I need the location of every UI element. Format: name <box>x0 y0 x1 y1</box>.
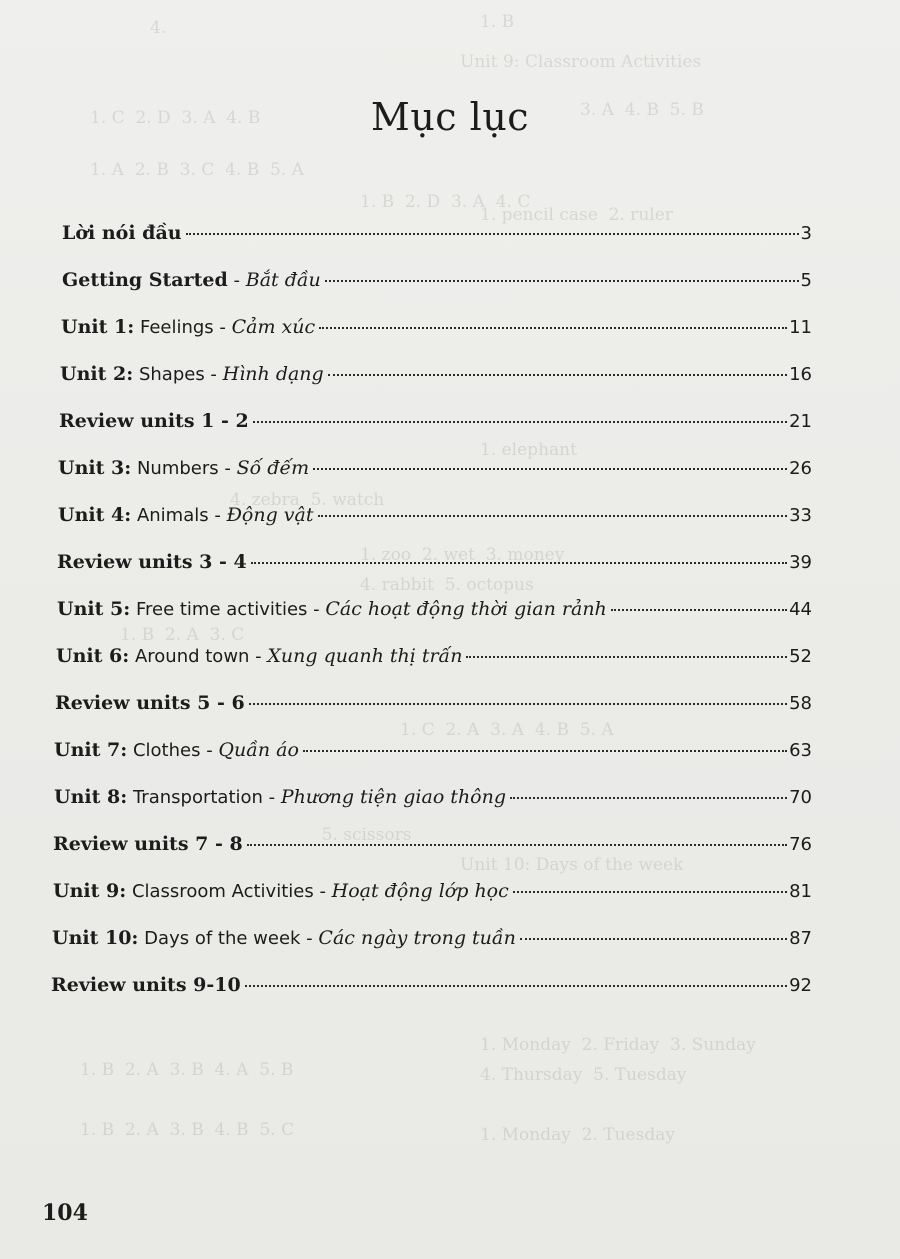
page-number: 104 <box>42 1200 88 1226</box>
toc-entry-vietnamese-title: Các ngày trong tuần <box>318 927 516 949</box>
toc-dot-leader <box>513 891 787 893</box>
toc-entry-page-number: 5 <box>800 270 812 291</box>
toc-entry-heading: Unit 8: <box>54 786 128 808</box>
toc-entry-page-number: 3 <box>800 223 812 244</box>
toc-entry-english-title: Free time activities <box>130 599 308 620</box>
toc-entry[interactable] <box>57 594 812 624</box>
toc-entry[interactable] <box>53 876 812 906</box>
toc-entry[interactable] <box>62 218 812 248</box>
toc-entry-label <box>58 453 309 484</box>
toc-entry[interactable] <box>53 829 812 859</box>
toc-entry-english-title: Days of the week <box>138 928 301 949</box>
toc-entry-vietnamese-title: Hình dạng <box>222 363 324 385</box>
bleed-through-texture: 4. 1. B Unit 9: Classroom Activities 1. C 2. D 3. A 4. B 3. A 4. B 5. B 1. A 2. B 3. C 4. B 5. A 1. B 2. D 3. A 4. C 1. pencil case 2. ruler 1. elephant 4. zebra 5. watch 1. zoo 2. wet 3. money 4. rabbit 5. octopus 1. B 2. A 3. C 1. C 2. A 3. A 4. B 5. A 5. scissors Unit 10: Days of the week 1. B 2. A 3. B 4. A 5. B 1. Monday 2. Friday 3. Sunday 4. Thursday 5. Tuesday 1. B 2. A 3. B 4. B 5. C 1. Monday 2. Tuesday <box>80 12 756 1145</box>
toc-entry[interactable] <box>54 782 812 812</box>
toc-entry-heading: Review units 5 - 6 <box>55 692 245 714</box>
toc-entry[interactable] <box>58 453 812 483</box>
toc-dot-leader <box>303 750 787 752</box>
toc-entry-page-number: 11 <box>789 317 812 338</box>
toc-entry-separator: - <box>313 881 332 902</box>
toc-entry-label <box>58 500 314 531</box>
toc-entry-label <box>56 641 462 672</box>
toc-dot-leader <box>325 280 799 282</box>
toc-entry-page-number: 52 <box>789 646 812 667</box>
toc-dot-leader <box>313 468 787 470</box>
toc-dot-leader <box>186 233 799 235</box>
toc-entry-page-number: 76 <box>789 834 812 855</box>
toc-entry-vietnamese-title: Số đếm <box>236 457 310 479</box>
toc-entry-page-number: 63 <box>789 740 812 761</box>
toc-entry-label <box>52 923 516 954</box>
toc-entry-label <box>54 735 299 766</box>
toc-entry-heading: Unit 10: <box>52 927 139 949</box>
toc-entry-label <box>57 547 247 577</box>
toc-dot-leader <box>319 327 787 329</box>
toc-entry-label <box>57 594 607 625</box>
toc-entry[interactable] <box>61 312 812 342</box>
toc-entry-heading: Unit 6: <box>56 645 130 667</box>
toc-entry-label <box>51 970 241 1000</box>
toc-entry-english-title: Feelings <box>134 317 214 338</box>
toc-entry-vietnamese-title: Bắt đầu <box>245 269 321 291</box>
toc-entry[interactable] <box>55 688 812 718</box>
toc-entry-page-number: 16 <box>789 364 812 385</box>
toc-dot-leader <box>328 374 787 376</box>
toc-entry-english-title: Numbers <box>131 458 219 479</box>
toc-entry-heading: Unit 2: <box>60 363 134 385</box>
toc-entry-page-number: 87 <box>789 928 812 949</box>
toc-entry-vietnamese-title: Hoạt động lớp học <box>331 880 509 902</box>
toc-entry-separator: - <box>227 270 246 291</box>
toc-entry-separator: - <box>262 787 281 808</box>
toc-dot-leader <box>520 938 787 940</box>
toc-entry-heading: Getting Started <box>62 269 228 291</box>
toc-entry-vietnamese-title: Động vật <box>226 504 314 526</box>
toc-dot-leader <box>245 985 787 987</box>
toc-entry-page-number: 39 <box>789 552 812 573</box>
toc-entry-page-number: 58 <box>789 693 812 714</box>
toc-entry[interactable] <box>60 359 812 389</box>
toc-dot-leader <box>249 703 787 705</box>
toc-entry-page-number: 92 <box>789 975 812 996</box>
toc-entry[interactable] <box>59 406 812 436</box>
toc-entry-english-title: Shapes <box>133 364 205 385</box>
toc-entry-separator: - <box>200 740 219 761</box>
toc-entry-page-number: 70 <box>789 787 812 808</box>
toc-entry-heading: Unit 5: <box>57 598 131 620</box>
toc-entry-vietnamese-title: Cảm xúc <box>231 316 316 338</box>
toc-dot-leader <box>510 797 787 799</box>
toc-entry-heading: Unit 4: <box>58 504 132 526</box>
toc-entry-label <box>53 876 509 907</box>
toc-entry-vietnamese-title: Phương tiện giao thông <box>280 786 507 808</box>
toc-entry-english-title: Animals <box>131 505 209 526</box>
toc-entry-english-title: Around town <box>129 646 250 667</box>
toc-dot-leader <box>611 609 787 611</box>
toc-entry[interactable] <box>56 641 812 671</box>
toc-dot-leader <box>247 844 787 846</box>
toc-entry[interactable] <box>54 735 812 765</box>
toc-entry-vietnamese-title: Quần áo <box>218 739 299 761</box>
table-of-contents <box>0 218 900 1018</box>
toc-entry-page-number: 21 <box>789 411 812 432</box>
toc-entry-heading: Lời nói đầu <box>62 222 182 244</box>
toc-entry-english-title: Transportation <box>127 787 263 808</box>
toc-entry[interactable] <box>52 923 812 953</box>
toc-entry-label <box>53 829 243 859</box>
toc-entry-vietnamese-title: Các hoạt động thời gian rảnh <box>325 598 607 620</box>
toc-entry-separator: - <box>204 364 223 385</box>
toc-entry-label <box>60 359 324 390</box>
toc-dot-leader <box>253 421 787 423</box>
toc-dot-leader <box>251 562 787 564</box>
toc-entry-page-number: 44 <box>789 599 812 620</box>
toc-entry-heading: Unit 7: <box>54 739 128 761</box>
page-title: Mục lục <box>370 95 530 139</box>
toc-entry-label <box>55 688 245 718</box>
toc-entry-english-title: Clothes <box>127 740 201 761</box>
toc-entry-heading: Unit 3: <box>58 457 132 479</box>
toc-entry-heading: Review units 1 - 2 <box>59 410 249 432</box>
toc-entry-heading: Unit 1: <box>61 316 135 338</box>
toc-entry-separator: - <box>249 646 268 667</box>
toc-entry-heading: Unit 9: <box>53 880 127 902</box>
toc-entry-label <box>61 312 315 343</box>
toc-entry-separator: - <box>208 505 227 526</box>
toc-entry[interactable] <box>57 547 812 577</box>
toc-entry-label <box>62 218 182 248</box>
toc-entry-separator: - <box>213 317 232 338</box>
toc-entry-heading: Review units 3 - 4 <box>57 551 247 573</box>
toc-entry[interactable] <box>58 500 812 530</box>
toc-entry-separator: - <box>300 928 319 949</box>
toc-entry-heading: Review units 9-10 <box>51 974 241 996</box>
toc-entry-label <box>62 265 321 296</box>
toc-entry-separator: - <box>307 599 326 620</box>
toc-dot-leader <box>466 656 787 658</box>
toc-entry-page-number: 26 <box>789 458 812 479</box>
toc-entry[interactable] <box>51 970 812 1000</box>
toc-entry-english-title: Classroom Activities <box>126 881 314 902</box>
toc-entry-separator: - <box>218 458 237 479</box>
toc-entry-page-number: 81 <box>789 881 812 902</box>
toc-entry[interactable] <box>62 265 812 295</box>
toc-entry-page-number: 33 <box>789 505 812 526</box>
toc-entry-heading: Review units 7 - 8 <box>53 833 243 855</box>
toc-entry-vietnamese-title: Xung quanh thị trấn <box>267 645 463 667</box>
toc-dot-leader <box>318 515 788 517</box>
toc-entry-label <box>54 782 506 813</box>
toc-entry-label <box>59 406 249 436</box>
